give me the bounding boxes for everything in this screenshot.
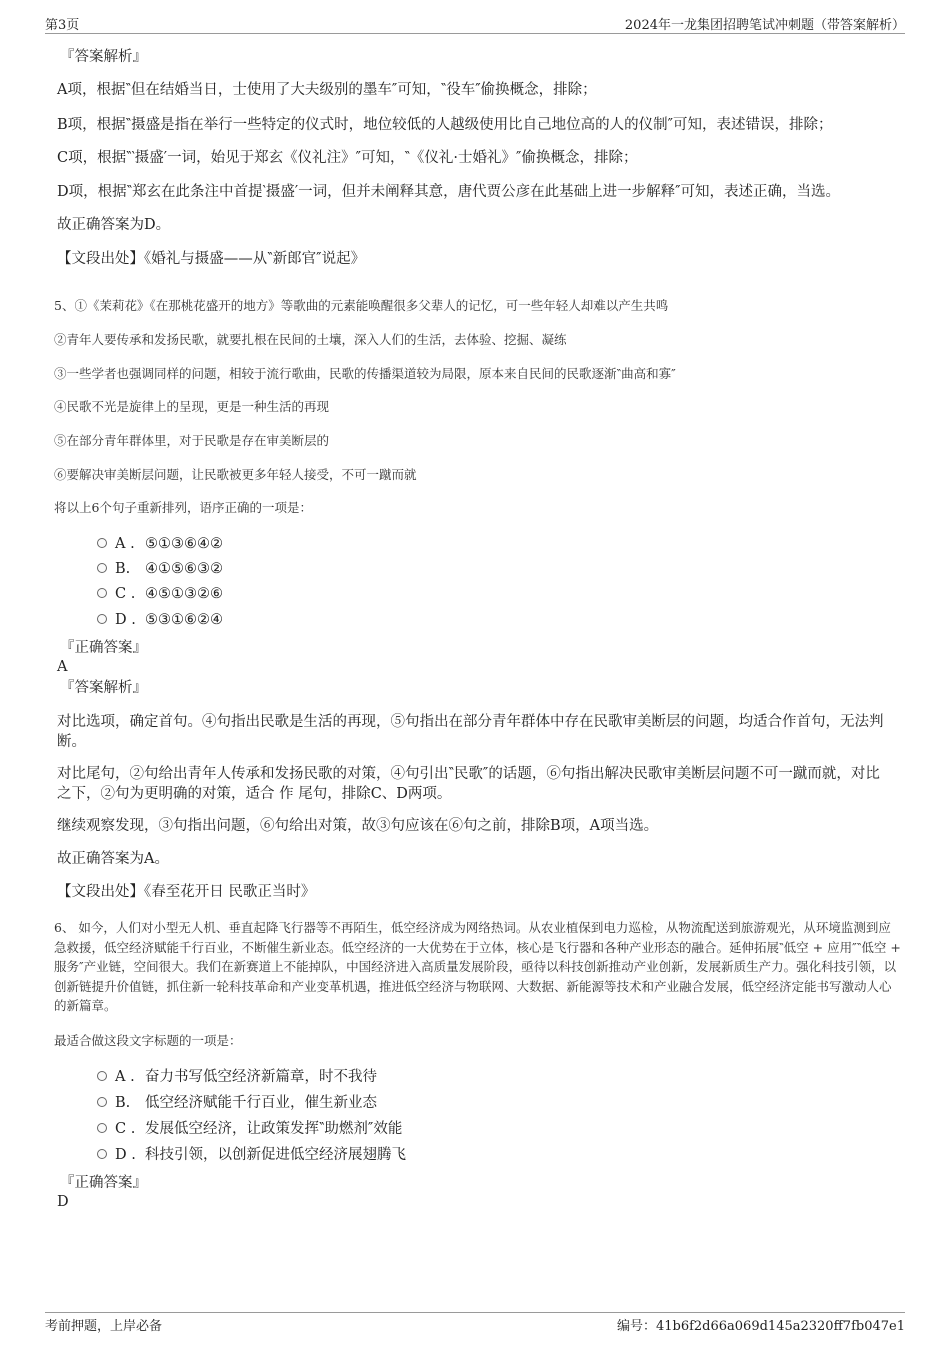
radio-button[interactable] bbox=[97, 614, 107, 624]
q5-answer-label: 『正确答案』 bbox=[60, 640, 147, 656]
q6-option-d[interactable]: D . 科技引领，以创新促进低空经济展翅腾飞 bbox=[97, 1145, 406, 1165]
radio-button[interactable] bbox=[97, 1071, 107, 1081]
q5-prompt: 将以上6个句子重新排列，语序正确的一项是： bbox=[54, 500, 312, 515]
q5-option-b[interactable]: B. ④①⑤⑥③② bbox=[97, 559, 223, 579]
q4-analysis-line: B项，根据‶摄盛是指在举行一些特定的仪式时，地位较低的人越级使用比自己地位高的人的仪制″可知，表述错误，排除； bbox=[57, 117, 833, 133]
q4-analysis-line: D项，根据‶郑玄在此条注中首提‵摄盛′一词，但并未阐释其意，唐代贾公彦在此基础上进一步解释″可知，表述正确，当选。 bbox=[57, 184, 841, 200]
q5-analysis-paragraph: 继续观察发现，③句指出问题，⑥句给出对策，故③句应该在⑥句之前，排除B项，A项当选。 bbox=[57, 818, 659, 834]
radio-button[interactable] bbox=[97, 1097, 107, 1107]
q5-sentence: ⑥要解决审美断层问题，让民歌被更多年轻人接受，不可一蹴而就 bbox=[54, 467, 417, 482]
q5-sentence: ②青年人要传承和发扬民歌，就要扎根在民间的土壤，深入人们的生活，去体验、挖掘、凝练 bbox=[54, 332, 567, 347]
q4-source: 【文段出处】《婚礼与摄盛——从‶新郎官″说起》 bbox=[57, 251, 366, 267]
q6-option-c[interactable]: C . 发展低空经济，让政策发挥‶助燃剂″效能 bbox=[97, 1119, 402, 1139]
q6-option-b[interactable]: B. 低空经济赋能千行百业，催生新业态 bbox=[97, 1093, 377, 1113]
q4-analysis-line: A项，根据‶但在结婚当日，士使用了大夫级别的墨车″可知，‶役车″偷换概念，排除； bbox=[57, 82, 597, 98]
q6-passage: 6、 如今，人们对小型无人机、垂直起降飞行器等不再陌生，低空经济成为网络热词。从农业植保到电力巡检，从物流配送到旅游观光，从环境监测到应急救援，低空经济赋能千行百业，不断催生新业态。低空经济的一大优势在于立体，核心是飞行器和各种产业形态的融合。延伸拓展‶低空 + 应用″‶低空 + 服务″产业链，空间很大。我们在新赛道上不能掉队，中国经济进入高质量发展阶段，亟待以科技创新推动产业创新，发展新质生产力。强化科技引领，以创新链提升价值链，抓住新一轮科技革命和产业变革机遇，推进低空经济与物联网、大数据、新能源等技术和产业融合发展，低空经济定能书写激动人心的新篇章。 bbox=[54, 920, 901, 1013]
q4-analysis-label: 『答案解析』 bbox=[60, 49, 147, 65]
q5-analysis-paragraph: 对比选项，确定首句。④句指出民歌是生活的再现，⑤句指出在部分青年群体中存在民歌审美断层的问题，均适合作首句，无法判断。 bbox=[57, 714, 884, 750]
q6-prompt: 最适合做这段文字标题的一项是： bbox=[54, 1033, 242, 1048]
q5-sentence: ③一些学者也强调同样的问题，相较于流行歌曲，民歌的传播渠道较为局限，原本来自民间的民歌逐渐‶曲高和寡″ bbox=[54, 366, 676, 381]
radio-button[interactable] bbox=[97, 1123, 107, 1133]
q5-option-a[interactable]: A . ⑤①③⑥④② bbox=[97, 534, 223, 554]
radio-button[interactable] bbox=[97, 563, 107, 573]
page-header bbox=[45, 14, 905, 34]
q6-answer: D bbox=[57, 1194, 69, 1210]
document-title: 2024年一龙集团招聘笔试冲刺题（带答案解析） bbox=[624, 18, 905, 33]
q6-answer-label: 『正确答案』 bbox=[60, 1175, 147, 1191]
q6-option-a[interactable]: A . 奋力书写低空经济新篇章，时不我待 bbox=[97, 1067, 377, 1087]
q5-sentence: 5、①《茉莉花》《在那桃花盛开的地方》等歌曲的元素能唤醒很多父辈人的记忆，可一些年轻人却难以产生共鸣 bbox=[54, 298, 669, 313]
q5-source: 【文段出处】《春至花开日 民歌正当时》 bbox=[57, 884, 316, 900]
q5-sentence: ⑤在部分青年群体里，对于民歌是存在审美断层的 bbox=[54, 433, 330, 448]
footer-slogan: 考前押题，上岸必备 bbox=[45, 1319, 163, 1334]
q5-option-d[interactable]: D . ⑤③①⑥②④ bbox=[97, 610, 223, 630]
page-footer bbox=[45, 1312, 905, 1332]
radio-button[interactable] bbox=[97, 588, 107, 598]
radio-button[interactable] bbox=[97, 538, 107, 548]
q5-answer: A bbox=[57, 659, 68, 675]
q4-analysis-line: C项，根据‶‵摄盛′一词，始见于郑玄《仪礼注》″可知，‶《仪礼·士婚礼》″偷换概念，排除； bbox=[57, 150, 638, 166]
q5-sentence: ④民歌不光是旋律上的呈现，更是一种生活的再现 bbox=[54, 399, 330, 414]
q4-conclusion: 故正确答案为D。 bbox=[57, 217, 171, 233]
document-id: 编号：41b6f2d66a069d145a2320ff7fb047e1 bbox=[616, 1319, 905, 1334]
q5-analysis-paragraph: 对比尾句，②句给出青年人传承和发扬民歌的对策，④句引出‶民歌″的话题，⑥句指出解决民歌审美断层问题不可一蹴而就，对比之下，②句为更明确的对策，适合 作 尾句，排除C、D两项。 bbox=[57, 766, 880, 802]
q5-analysis-label: 『答案解析』 bbox=[60, 680, 147, 696]
q5-conclusion: 故正确答案为A。 bbox=[57, 851, 169, 867]
page-number: 第3页 bbox=[45, 18, 80, 33]
radio-button[interactable] bbox=[97, 1149, 107, 1159]
q5-option-c[interactable]: C . ④⑤①③②⑥ bbox=[97, 584, 223, 604]
